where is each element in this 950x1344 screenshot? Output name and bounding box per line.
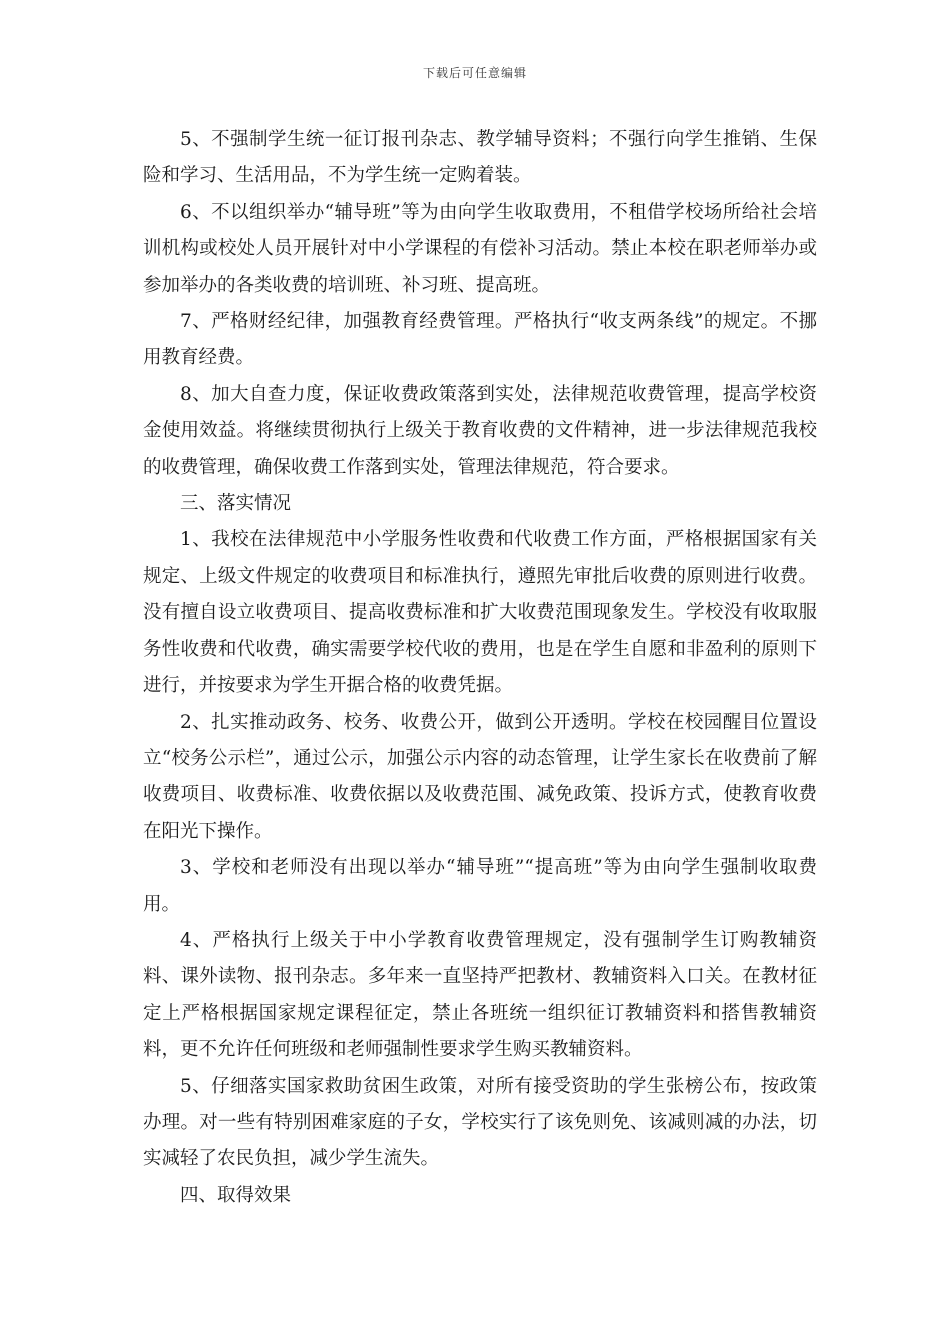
- section-heading-implementation: 三、落实情况: [180, 493, 292, 515]
- paragraph-implementation-1: 1、我校在法律规范中小学服务性收费和代收费工作方面，严格根据国家有关规定、上级文件规定的收费项目和标准执行，遵照先审批后收费的原则进行收费。没有擅自设立收费项目、提高收费标准和扩大收费范围现象发生。学校没有收取服务性收费和代收费，确实需要学校代收的费用，也是在学生自愿和非盈利的原则下进行，并按要求为学生开据合格的收费凭据。: [143, 529, 817, 697]
- paragraph-implementation-3: 3、学校和老师没有出现以举办“辅导班”“提高班”等为由向学生强制收取费用。: [143, 857, 817, 915]
- paragraph-item-7: 7、严格财经纪律，加强教育经费管理。严格执行“收支两条线”的规定。不挪用教育经费。: [143, 311, 817, 369]
- paragraph-item-6: 6、不以组织举办“辅导班”等为由向学生收取费用，不租借学校场所给社会培训机构或校处人员开展针对中小学课程的有偿补习活动。禁止本校在职老师举办或参加举办的各类收费的培训班、补习班、提高班。: [143, 201, 817, 296]
- paragraph-implementation-5: 5、仔细落实国家救助贫困生政策，对所有接受资助的学生张榜公布，按政策办理。对一些有特别困难家庭的子女，学校实行了该免则免、该减则减的办法，切实减轻了农民负担，减少学生流失。: [143, 1075, 817, 1170]
- paragraph-item-8: 8、加大自查力度，保证收费政策落到实处，法律规范收费管理，提高学校资金使用效益。将继续贯彻执行上级关于教育收费的文件精神，进一步法律规范我校的收费管理，确保收费工作落到实处，管理法律规范，符合要求。: [143, 383, 817, 478]
- document-body: [143, 122, 817, 1214]
- header-note: 下载后可任意编辑: [422, 66, 527, 80]
- paragraph-implementation-2: 2、扎实推动政务、校务、收费公开，做到公开透明。学校在校园醒目位置设立“校务公示栏”，通过公示，加强公示内容的动态管理，让学生家长在收费前了解收费项目、收费标准、收费依据以及收费范围、减免政策、投诉方式，使教育收费在阳光下操作。: [143, 711, 817, 842]
- paragraph-implementation-4: 4、严格执行上级关于中小学教育收费管理规定，没有强制学生订购教辅资料、课外读物、报刊杂志。多年来一直坚持严把教材、教辅资料入口关。在教材征定上严格根据国家规定课程征定，禁止各班统一组织征订教辅资料和搭售教辅资料，更不允许任何班级和老师强制性要求学生购买教辅资料。: [143, 929, 817, 1061]
- section-heading-results: 四、取得效果: [180, 1184, 292, 1206]
- paragraph-item-5: 5、不强制学生统一征订报刊杂志、教学辅导资料；不强行向学生推销、生保险和学习、生活用品，不为学生统一定购着装。: [143, 129, 817, 187]
